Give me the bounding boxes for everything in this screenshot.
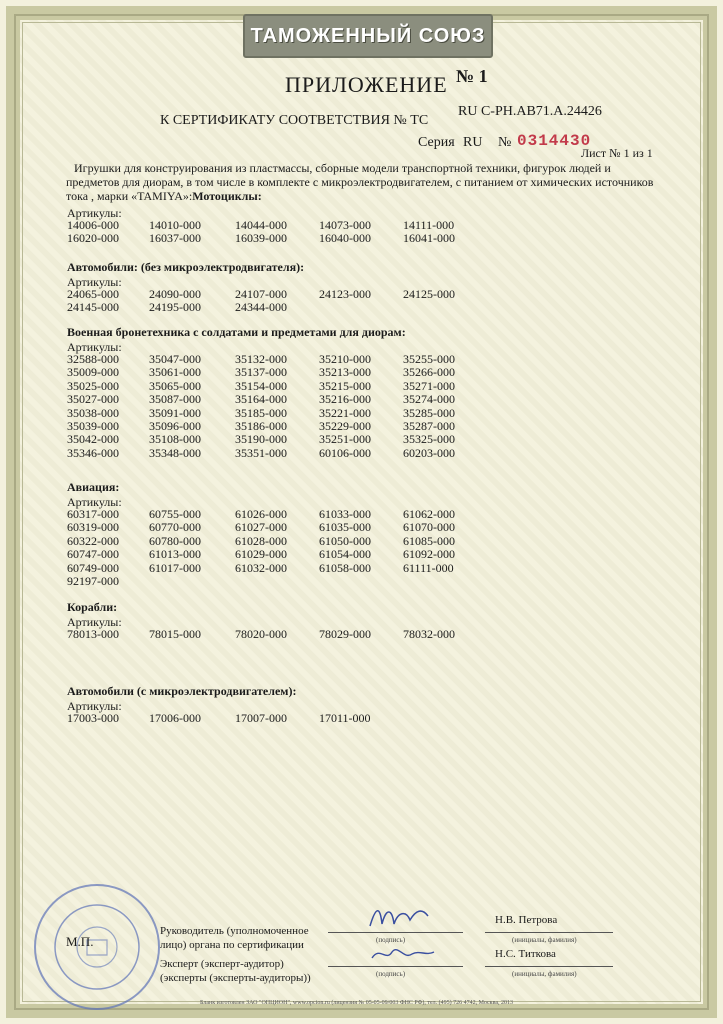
article-code: 35266-000 xyxy=(403,365,455,380)
series-value: RU xyxy=(463,135,483,150)
article-code: 60322-000 xyxy=(67,533,119,548)
article-code: 35091-000 xyxy=(149,405,201,420)
article-code: 78029-000 xyxy=(319,627,371,641)
article-code: 35287-000 xyxy=(403,419,455,434)
head-signature-caption: (подпись) xyxy=(376,936,406,944)
article-code: 35255-000 xyxy=(403,352,455,366)
article-section xyxy=(67,206,487,246)
article-code: 35132-000 xyxy=(235,352,287,366)
article-code: 17003-000 xyxy=(67,711,119,725)
intro-line-3 xyxy=(66,189,666,203)
article-code: 61027-000 xyxy=(235,520,287,535)
article-code: 60319-000 xyxy=(67,520,119,535)
article-code: 60749-000 xyxy=(67,560,119,575)
intro-line-3-prefix: тока , марки «TAMIYA»: xyxy=(66,189,193,203)
article-code: 35061-000 xyxy=(149,365,201,380)
form-footer: Бланк изготовлен ЗАО "ОПЦИОН", www.opcion.ru (лицензия № 05-05-09/003 ФНС РФ), тел. (495) 726 4742, Москва, 2013 xyxy=(200,1000,514,1006)
article-code: 61062-000 xyxy=(403,507,455,521)
article-code: 61092-000 xyxy=(403,547,455,562)
article-code: 78020-000 xyxy=(235,627,287,641)
article-code: 61029-000 xyxy=(235,547,287,562)
article-code: 35065-000 xyxy=(149,378,201,393)
article-section xyxy=(67,325,487,460)
article-code: 16041-000 xyxy=(403,231,455,246)
article-code: 24090-000 xyxy=(149,287,201,301)
article-code: 92197-000 xyxy=(67,574,119,589)
article-code: 35027-000 xyxy=(67,392,119,407)
product-description xyxy=(66,161,666,203)
article-grid xyxy=(67,712,487,725)
expert-label-line-1: Эксперт (эксперт-аудитор) xyxy=(160,958,284,970)
article-code: 16020-000 xyxy=(67,231,119,246)
article-code: 35108-000 xyxy=(149,432,201,447)
article-code: 14073-000 xyxy=(319,218,371,232)
article-code: 78013-000 xyxy=(67,627,119,641)
article-code: 24107-000 xyxy=(235,287,287,301)
article-code: 24195-000 xyxy=(149,300,201,315)
articles-label: Артикулы: xyxy=(67,206,122,220)
article-code: 14010-000 xyxy=(149,218,201,232)
article-code: 60317-000 xyxy=(67,507,119,521)
article-code: 24123-000 xyxy=(319,287,371,301)
certification-stamp xyxy=(30,880,165,1015)
article-code: 35346-000 xyxy=(67,445,119,460)
intro-line-1: Игрушки для конструирования из пластмассы, сборные модели транспортной техники, фигурок людей и xyxy=(74,161,611,175)
article-code: 35096-000 xyxy=(149,419,201,434)
article-code: 32588-000 xyxy=(67,352,119,366)
article-code: 61085-000 xyxy=(403,533,455,548)
section-title-motorcycles: Мотоциклы: xyxy=(192,189,262,203)
expert-name-line xyxy=(485,966,613,967)
article-code: 14044-000 xyxy=(235,218,287,232)
article-code: 24125-000 xyxy=(403,287,455,301)
article-code: 24145-000 xyxy=(67,300,119,315)
article-code: 35351-000 xyxy=(235,445,287,460)
article-code: 35210-000 xyxy=(319,352,371,366)
number-label: № xyxy=(498,135,512,150)
article-code: 35325-000 xyxy=(403,432,455,447)
expert-name: Н.С. Титкова xyxy=(495,948,556,960)
article-code: 35213-000 xyxy=(319,365,371,380)
section-title: Авиация: xyxy=(67,480,120,494)
article-code: 61032-000 xyxy=(235,560,287,575)
article-code: 35221-000 xyxy=(319,405,371,420)
article-code: 78015-000 xyxy=(149,627,201,641)
article-code: 60747-000 xyxy=(67,547,119,562)
article-code: 35185-000 xyxy=(235,405,287,420)
section-title: Корабли: xyxy=(67,600,118,614)
article-code: 24065-000 xyxy=(67,287,119,301)
article-grid xyxy=(67,288,487,315)
article-code: 78032-000 xyxy=(403,627,455,641)
article-code: 61013-000 xyxy=(149,547,201,562)
article-code: 61033-000 xyxy=(319,507,371,521)
article-code: 61054-000 xyxy=(319,547,371,562)
expert-signature-caption: (подпись) xyxy=(376,970,406,978)
article-code: 61111-000 xyxy=(403,560,454,575)
article-code: 35137-000 xyxy=(235,365,287,380)
article-section xyxy=(67,480,487,588)
article-code: 14111-000 xyxy=(403,218,455,232)
certificate-number: RU C-PH.AB71.A.24426 xyxy=(458,104,602,119)
article-code: 35251-000 xyxy=(319,432,371,447)
article-code: 35274-000 xyxy=(403,392,455,407)
customs-union-header xyxy=(243,14,493,58)
article-grid xyxy=(67,508,487,588)
article-code: 16037-000 xyxy=(149,231,201,246)
article-code: 24344-000 xyxy=(235,300,287,315)
article-code: 17007-000 xyxy=(235,711,287,725)
articles-label: Артикулы: xyxy=(67,340,122,354)
article-section xyxy=(67,600,487,641)
article-code: 60770-000 xyxy=(149,520,201,535)
article-code: 16039-000 xyxy=(235,231,287,246)
page-title: ПРИЛОЖЕНИЕ xyxy=(285,72,448,97)
articles-label: Артикулы: xyxy=(67,615,122,629)
article-code: 61026-000 xyxy=(235,507,287,521)
series-label: Серия xyxy=(418,135,455,150)
head-name-caption: (инициалы, фамилия) xyxy=(512,936,577,944)
article-code: 35154-000 xyxy=(235,378,287,393)
article-code: 61070-000 xyxy=(403,520,455,535)
expert-label-line-2: (эксперты (эксперты-аудиторы)) xyxy=(160,972,311,984)
form-number: 0314430 xyxy=(517,132,592,150)
article-code: 35087-000 xyxy=(149,392,201,407)
article-code: 35216-000 xyxy=(319,392,371,407)
article-code: 16040-000 xyxy=(319,231,371,246)
section-title: Автомобили: (без микроэлектродвигателя): xyxy=(67,260,305,274)
article-grid xyxy=(67,353,487,460)
article-code: 35047-000 xyxy=(149,352,201,366)
article-code: 61035-000 xyxy=(319,520,371,535)
article-code: 35348-000 xyxy=(149,445,201,460)
article-code: 35009-000 xyxy=(67,365,119,380)
expert-name-caption: (инициалы, фамилия) xyxy=(512,970,577,978)
article-code: 35039-000 xyxy=(67,419,119,434)
seal-place-label: М.П. xyxy=(66,934,94,949)
article-code: 35229-000 xyxy=(319,419,371,434)
article-code: 35042-000 xyxy=(67,432,119,447)
article-section xyxy=(67,260,487,315)
head-name: Н.В. Петрова xyxy=(495,914,558,926)
article-code: 35186-000 xyxy=(235,419,287,434)
article-code: 35285-000 xyxy=(403,405,455,420)
expert-handwritten-signature xyxy=(368,940,438,973)
head-handwritten-signature xyxy=(366,902,436,937)
article-code: 35271-000 xyxy=(403,378,455,393)
article-code: 61050-000 xyxy=(319,533,371,548)
article-code: 35164-000 xyxy=(235,392,287,407)
sheet-indicator: Лист № 1 из 1 xyxy=(581,146,653,160)
article-code: 60203-000 xyxy=(403,445,455,460)
article-code: 61058-000 xyxy=(319,560,371,575)
article-grid xyxy=(67,219,487,246)
head-name-line xyxy=(485,932,613,933)
article-code: 17011-000 xyxy=(319,711,371,725)
article-code: 35038-000 xyxy=(67,405,119,420)
article-code: 35025-000 xyxy=(67,378,119,393)
article-code: 14006-000 xyxy=(67,218,119,232)
certificate-subtitle: К СЕРТИФИКАТУ СООТВЕТСТВИЯ № ТС xyxy=(160,113,429,128)
intro-line-2: предметов для диорам, в том числе в комплекте с микроэлектродвигателем, с питанием от химических источников xyxy=(66,175,654,189)
article-code: 61028-000 xyxy=(235,533,287,548)
article-code: 17006-000 xyxy=(149,711,201,725)
section-title: Военная бронетехника с солдатами и предметами для диорам: xyxy=(67,325,406,339)
head-label-line-2: лицо) органа по сертификации xyxy=(160,939,304,951)
article-code: 60106-000 xyxy=(319,445,371,460)
article-section xyxy=(67,684,487,725)
article-code: 60755-000 xyxy=(149,507,201,521)
article-code: 35190-000 xyxy=(235,432,287,447)
article-code: 61017-000 xyxy=(149,560,201,575)
head-label-line-1: Руководитель (уполномоченное xyxy=(160,925,309,937)
article-grid xyxy=(67,628,487,641)
article-code: 60780-000 xyxy=(149,533,201,548)
articles-label: Артикулы: xyxy=(67,699,122,713)
articles-label: Артикулы: xyxy=(67,495,122,509)
appendix-number: № 1 xyxy=(456,66,488,86)
articles-label: Артикулы: xyxy=(67,275,122,289)
section-title: Автомобили (с микроэлектродвигателем): xyxy=(67,684,297,698)
article-code: 35215-000 xyxy=(319,378,371,393)
header-text: ТАМОЖЕННЫЙ СОЮЗ xyxy=(250,24,486,47)
